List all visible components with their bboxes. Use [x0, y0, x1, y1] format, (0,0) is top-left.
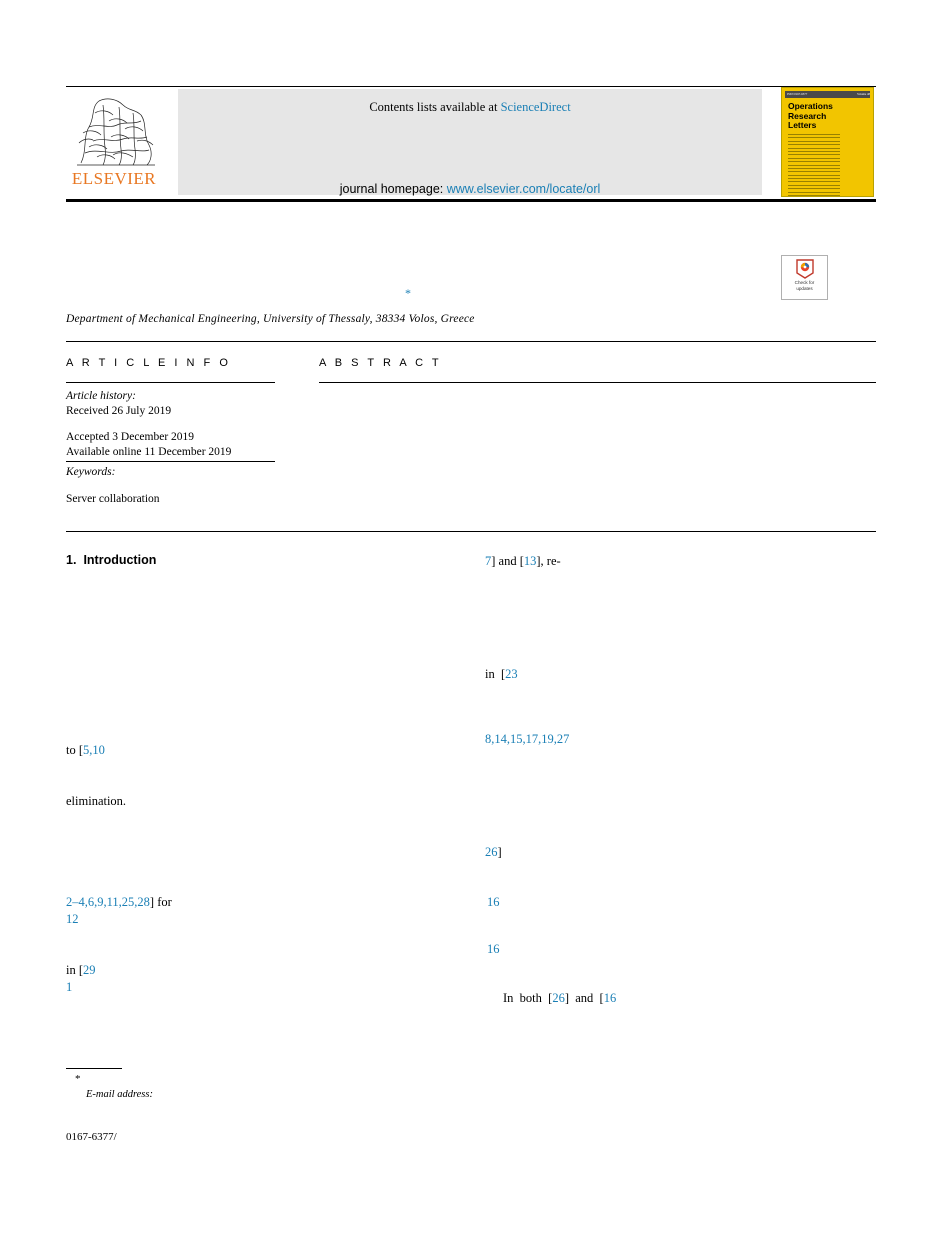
homepage-line: [178, 182, 762, 196]
body-fragment-right-2: [485, 666, 518, 682]
cover-title-line2: Research: [788, 110, 827, 121]
body-fragment-right-4: [485, 844, 502, 860]
crossmark-line1: Check for: [794, 280, 815, 285]
citation-link[interactable]: 2–4,6,9,11,25,28: [66, 895, 150, 909]
body-fragment-left-6: [66, 979, 72, 995]
body-fragment-left-2: [66, 793, 126, 809]
crossmark-badge[interactable]: [781, 255, 828, 300]
citation-link[interactable]: 29: [83, 963, 96, 977]
issn-line: 0167-6377/: [66, 1131, 117, 1143]
article-history: [66, 389, 275, 418]
body-fragment-right-7: [503, 990, 616, 1006]
footnote-marker: *: [75, 1073, 81, 1085]
keyword-item: Server collaboration: [66, 493, 160, 505]
masthead-bottom-rule: [66, 199, 876, 202]
frag-text: ]: [497, 845, 502, 859]
journal-masthead: [66, 86, 876, 202]
citation-link[interactable]: 12: [66, 912, 79, 926]
body-fragment-left-5: [66, 962, 96, 978]
citation-link[interactable]: 16: [603, 991, 617, 1005]
section-number: 1.: [66, 553, 77, 567]
citation-link[interactable]: 13: [523, 554, 537, 568]
frag-text: ] and [: [564, 991, 604, 1005]
article-history-2: [66, 430, 275, 459]
body-fragment-left-1: [66, 742, 105, 758]
homepage-prefix: journal homepage:: [339, 182, 447, 196]
body-fragment-right-6: [487, 941, 500, 957]
frag-text: to [: [66, 743, 84, 757]
keywords-label: Keywords:: [66, 466, 116, 478]
citation-link[interactable]: 16: [487, 895, 500, 909]
elsevier-tree-icon: [69, 93, 161, 169]
cover-title: [788, 102, 833, 131]
citation-link[interactable]: 26: [485, 845, 498, 859]
article-available-online: Available online 11 December 2019: [66, 445, 232, 458]
crossmark-line2: updates: [796, 285, 813, 291]
citation-link[interactable]: 1: [66, 980, 73, 994]
citation-link[interactable]: 26: [552, 991, 565, 1005]
section-heading-introduction: [66, 553, 156, 567]
frag-text: ] and [: [491, 554, 524, 568]
article-history-label: Article history:: [66, 390, 136, 402]
keywords-rule: [66, 461, 275, 462]
sciencedirect-band: [178, 89, 762, 195]
frag-text: ] for: [149, 895, 172, 909]
abstract-heading: A B S T R A C T: [319, 357, 442, 369]
body-fragment-right-5: [487, 894, 500, 910]
frag-text: In both [: [503, 991, 553, 1005]
corresponding-author-marker: *: [405, 286, 411, 300]
footnote-rule: [66, 1068, 122, 1069]
elsevier-wordmark: ELSEVIER: [71, 169, 157, 188]
journal-cover-thumbnail: [781, 87, 874, 197]
cover-bar-left: ISSN 0167-6377: [787, 92, 808, 96]
crossmark-icon: [796, 259, 814, 279]
frag-text: elimination.: [66, 794, 127, 808]
email-address-label: E-mail address:: [86, 1089, 153, 1100]
article-accepted: Accepted 3 December 2019: [66, 431, 195, 443]
frag-text: in [: [66, 963, 84, 977]
contents-line: [178, 100, 762, 115]
elsevier-logo: [66, 93, 162, 197]
citation-link[interactable]: 23: [505, 667, 518, 681]
abstract-underline: [319, 382, 876, 383]
sciencedirect-link[interactable]: ScienceDirect: [500, 100, 571, 114]
cover-title-line3: Letters: [788, 120, 817, 130]
contents-prefix: Contents lists available at: [369, 100, 501, 114]
frag-text: in [: [485, 667, 506, 681]
article-info-underline: [66, 382, 275, 383]
cover-topbar: [785, 91, 870, 98]
body-fragment-left-4: [66, 911, 79, 927]
crossmark-text: [782, 280, 827, 291]
body-fragment-right-3: [485, 731, 569, 747]
article-info-heading: A R T I C L E I N F O: [66, 357, 231, 369]
info-top-rule: [66, 341, 876, 342]
masthead-body: [66, 87, 876, 197]
article-received: Received 26 July 2019: [66, 404, 172, 417]
homepage-link[interactable]: www.elsevier.com/locate/orl: [446, 182, 601, 196]
body-fragment-right-1: [485, 553, 561, 569]
section-title: Introduction: [83, 553, 157, 567]
abstract-bottom-rule: [66, 531, 876, 532]
cover-title-line1: Operations: [788, 101, 833, 111]
citation-link[interactable]: 5,10: [83, 743, 105, 757]
citation-link[interactable]: 8,14,15,17,19,27: [485, 732, 570, 746]
body-fragment-left-3: [66, 894, 172, 910]
cover-contents-lines: [788, 134, 840, 197]
citation-link[interactable]: 16: [487, 942, 500, 956]
cover-bar-right: Volume 48: [856, 92, 870, 96]
citation-link[interactable]: 7: [485, 554, 492, 568]
affiliation: Department of Mechanical Engineering, University of Thessaly, 38334 Volos, Greece: [66, 313, 475, 325]
frag-text: ], re-: [536, 554, 561, 568]
